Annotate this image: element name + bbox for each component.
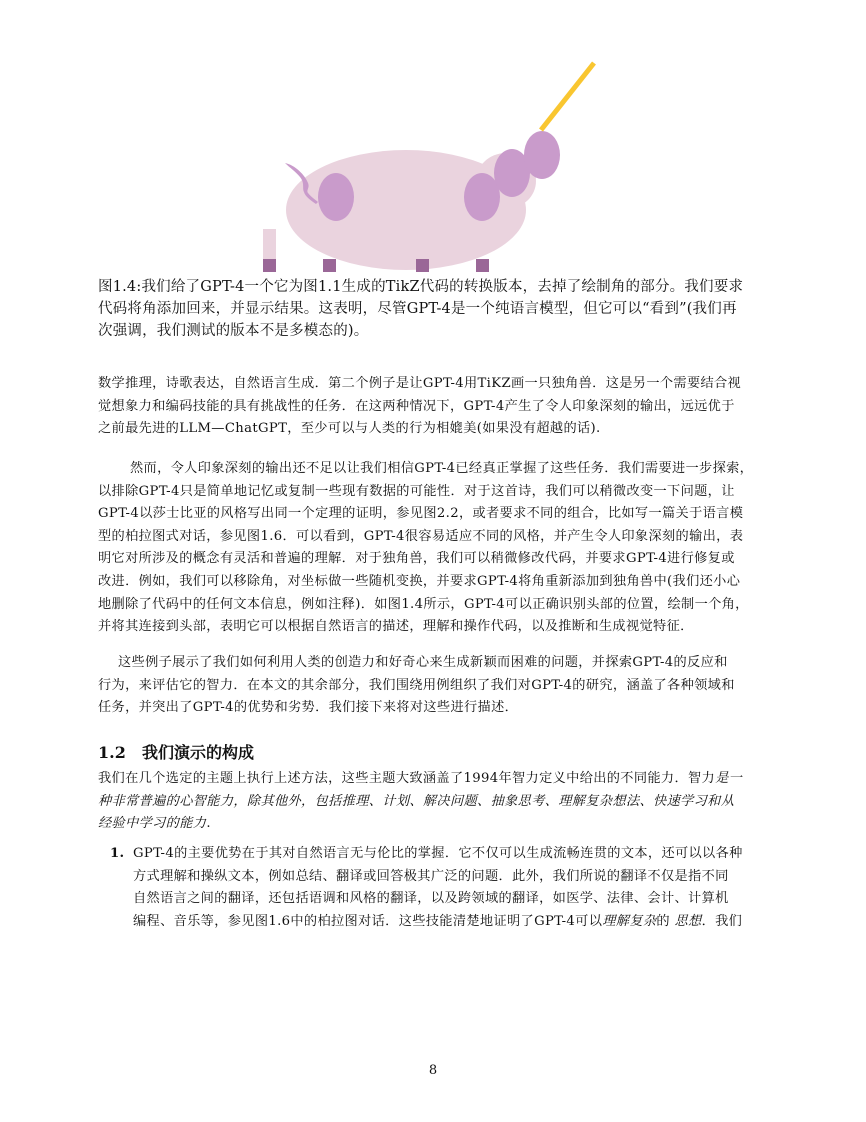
text-plain: 我们在几个选定的主题上执行上述方法，这些主题大致涵盖了1994年智力定义中给出的不同能力．智力 (98, 771, 716, 786)
figure-caption (98, 276, 778, 342)
text-line: 方式理解和操纵文本，例如总结、翻译或回答极其广泛的问题．此外，我们所说的翻译不仅是指不同 (133, 868, 729, 884)
spot-rear (318, 173, 354, 221)
text-line: 数学推理，诗歌表达，自然语言生成．第二个例子是让GPT-4用TiKZ画一只独角兽．这是另一个需要结合视 (98, 376, 742, 391)
text-line: 之前最先进的LLM—ChatGPT，至少可以与人类的行为相媲美(如果没有超越的话). (98, 421, 601, 437)
text-plain: . (206, 816, 211, 832)
text-line (98, 791, 778, 814)
text-italic: 思想 (674, 913, 702, 929)
caption-line: 代码将角添加回来，并显示结果。这表明，尽管GPT-4是一个纯语言模型，但它可以“看到”(我们再 (98, 301, 737, 317)
list-marker: 1. (110, 846, 125, 861)
unicorn-figure (250, 50, 610, 280)
text-line: GPT-4以莎士比亚的风格写出同一个定理的证明，参见图2.2，或者要求不同的组合，比如写一篇关于语言模 (98, 506, 744, 522)
text-italic: 种非常普遍的心智能力，除其他外，包括推理、计划、解决问题、抽象思考、理解复杂想法、快速学习和从 (98, 793, 735, 809)
text-italic: 经验中学习的能力 (98, 816, 207, 832)
text-line: 并将其连接到头部，表明它可以根据自然语言的描述，理解和操作代码，以及推断和生成视觉特征． (98, 619, 694, 635)
text-line (98, 813, 778, 836)
text-line: 这些例子展示了我们如何利用人类的创造力和好奇心来生成新颖而困难的问题，并探索GPT-4的反应和 (118, 655, 728, 670)
head-spot (524, 131, 560, 179)
unicorn-horn (541, 63, 594, 130)
text-plain: ．我们 (701, 913, 743, 929)
section-number: 1.2 (98, 743, 126, 762)
text-plain: 的 (656, 913, 675, 929)
text-line: 任务，并突出了GPT-4的优势和劣势．我们接下来将对这些进行描述． (98, 700, 519, 716)
text-line: 改进．例如，我们可以移除角，对坐标做一些随机变换，并要求GPT-4将角重新添加到独角兽中(我们还小心 (98, 573, 741, 589)
text-italic: 理解复杂 (602, 913, 657, 929)
text-line: 自然语言之间的翻译，还包括语调和风格的翻译，以及跨领域的翻译，如医学、法律、会计、计算机 (133, 891, 729, 907)
section-heading (98, 740, 254, 763)
paragraph-1 (98, 373, 778, 441)
text-line: GPT-4的主要优势在于其对自然语言无与伦比的掌握．它不仅可以生成流畅连贯的文本，还可以以各种 (133, 846, 743, 861)
unicorn-drawing-svg (250, 50, 610, 280)
text-line: 然而，令人印象深刻的输出还不足以让我们相信GPT-4已经真正掌握了这些任务．我们需要进一步探索， (130, 461, 754, 476)
spot-front (464, 173, 500, 221)
page-number: 8 (428, 1063, 438, 1078)
caption-line: 次强调，我们测试的版本不是多模态的)。 (98, 323, 369, 339)
paragraph-2 (98, 458, 778, 639)
hoof-1 (263, 259, 276, 272)
text-line (98, 768, 778, 791)
section-title: 我们演示的构成 (142, 743, 255, 762)
text-line: 觉想象力和编码技能的具有挑战性的任务．在这两种情况下，GPT-4产生了令人印象深刻的输出，远远优于 (98, 398, 735, 414)
unicorn-leg-stub (263, 229, 276, 259)
paragraph-3 (98, 652, 778, 720)
text-line: 型的柏拉图式对话，参见图1.6．可以看到，GPT-4很容易适应不同的风格，并产生令人印象深刻的输出，表 (98, 528, 744, 544)
text-plain: 编程、音乐等，参见图1.6中的柏拉图对话．这些技能清楚地证明了GPT-4可以 (133, 913, 603, 929)
caption-line: 图1.4:我们给了GPT-4一个它为图1.1生成的TikZ代码的转换版本，去掉了绘制角的部分。我们要求 (98, 279, 744, 295)
text-italic: 是一 (715, 771, 743, 786)
hoof-2 (323, 259, 336, 272)
list-item-body (133, 843, 778, 933)
hoof-3 (416, 259, 429, 272)
text-line: 明它对所涉及的概念有灵活和普遍的理解．对于独角兽，我们可以稍微修改代码，并要求GPT-4进行修复或 (98, 551, 735, 567)
text-line (133, 911, 778, 934)
text-line: 行为，来评估它的智力．在本文的其余部分，我们围绕用例组织了我们对GPT-4的研究，涵盖了各种领域和 (98, 677, 735, 693)
text-line: 以排除GPT-4只是简单地记忆或复制一些现有数据的可能性．对于这首诗，我们可以稍微改变一下问题，让 (98, 483, 735, 499)
section-intro-paragraph (98, 768, 778, 836)
list-item (98, 843, 778, 933)
text-line: 地删除了代码中的任何文本信息，例如注释)．如图1.4所示，GPT-4可以正确识别头部的位置，绘制一个角， (98, 596, 749, 612)
hoof-4 (476, 259, 489, 272)
